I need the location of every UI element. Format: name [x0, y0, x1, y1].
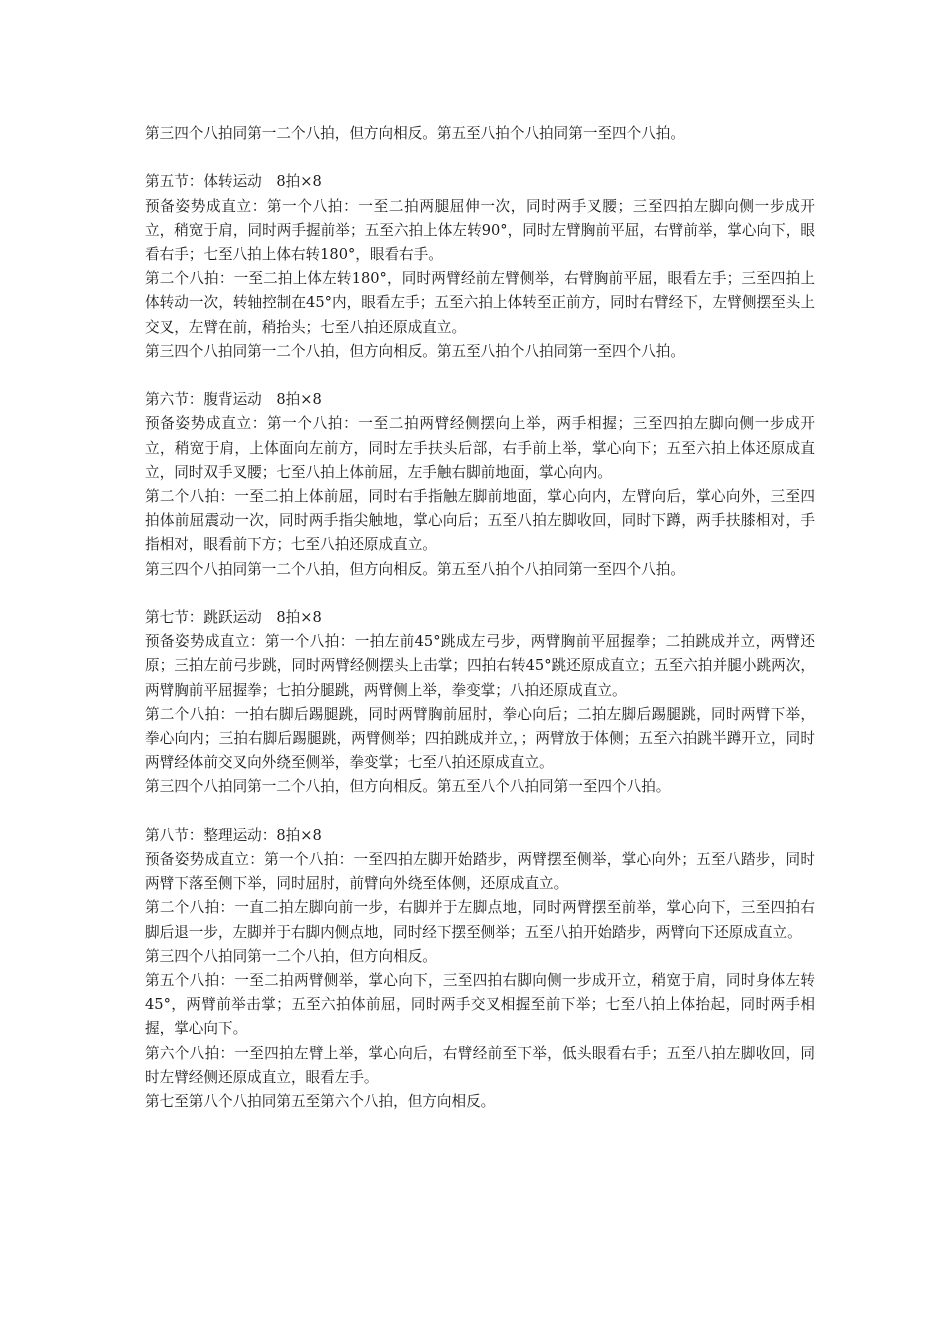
section-paragraph: 第三四个八拍同第一二个八拍，但方向相反。第五至八个八拍同第一至四个八拍。	[145, 778, 671, 796]
section-paragraph: 第二个八拍：一至二拍上体前屈，同时右手指触左脚前地面，掌心向内，左臂向后，掌心向外，三至四拍体前屈震动一次，同时两手指尖触地，掌心向后；五至八拍左脚收回，同时下蹲，两手扶膝相对，手指相对，眼看前下方；七至八拍还原成直立。	[145, 488, 815, 554]
section-6	[145, 388, 815, 582]
section-paragraph: 第二个八拍：一直二拍左脚向前一步，右脚并于左脚点地，同时两臂摆至前举，掌心向下，三至四拍右脚后退一步，左脚并于右脚内侧点地，同时经下摆至侧举；五至八拍开始踏步，两臂向下还原成直立。	[145, 899, 815, 941]
section-paragraph: 第三四个八拍同第一二个八拍，但方向相反。第五至八拍个八拍同第一至四个八拍。	[145, 560, 685, 578]
section-paragraph: 预备姿势成直立：第一个八拍：一至二拍两臂经侧摆向上举，两手相握；三至四拍左脚向侧一步成开立，稍宽于肩，上体面向左前方，同时左手扶头后部，右手前上举，掌心向下；五至六拍上体还原成直立，同时双手叉腰；七至八拍上体前屈，左手触右脚前地面，掌心向内。	[145, 415, 815, 481]
section-paragraph: 第五个八拍：一至二拍两臂侧举，掌心向下，三至四拍右脚向侧一步成开立，稍宽于肩，同时身体左转45°，两臂前举击掌；五至六拍体前屈，同时两手交叉相握至前下举；七至八拍上体抬起，同时两手相握，掌心向下。	[145, 972, 815, 1038]
section-heading: 第八节：整理运动：8拍×8	[145, 826, 322, 844]
section-paragraph: 预备姿势成直立：第一个八拍：一至二拍两腿屈伸一次，同时两手叉腰；三至四拍左脚向侧一步成开立，稍宽于肩，同时两手握前举；五至六拍上体左转90°，同时左臂胸前平屈，右臂前举，掌心向下，眼看右手；七至八拍上体右转180°，眼看右手。	[145, 197, 815, 263]
section-paragraph: 第二个八拍：一拍右脚后踢腿跳，同时两臂胸前屈肘，拳心向后；二拍左脚后踢腿跳，同时两臂下举，拳心向内；三拍右脚后踢腿跳，两臂侧举；四拍跳成并立，；两臂放于体侧；五至六拍跳半蹲开立，同时两臂经体前交叉向外绕至侧举，拳变掌；七至八拍还原成直立。	[145, 705, 815, 772]
section-heading: 第七节：跳跃运动 8拍×8	[145, 609, 322, 627]
section-5	[145, 170, 815, 364]
section-gap	[145, 800, 815, 824]
section-heading: 第六节：腹背运动 8拍×8	[145, 391, 322, 409]
section-paragraph: 第七至第八个八拍同第五至第六个八拍，但方向相反。	[145, 1093, 496, 1111]
section-paragraph: 第二个八拍：一至二拍上体左转180°，同时两臂经前左臂侧举，右臂胸前平屈，眼看左手；三至四拍上体转动一次，转轴控制在45°内，眼看左手；五至六拍上体转至正前方，同时右臂经下，左臂侧摆至头上交叉，左臂在前，稍抬头；七至八拍还原成直立。	[145, 270, 815, 336]
section-gap	[145, 582, 815, 606]
section-paragraph: 第六个八拍：一至四拍左臂上举，掌心向后，右臂经前至下举，低头眼看右手；五至八拍左脚收回，同时左臂经侧还原成直立，眼看左手。	[145, 1044, 815, 1086]
intro-paragraph: 第三四个八拍同第一二个八拍，但方向相反。第五至八拍个八拍同第一至四个八拍。	[145, 125, 685, 142]
section-paragraph: 预备姿势成直立：第一个八拍：一至四拍左脚开始踏步，两臂摆至侧举，掌心向外；五至八踏步，同时两臂下落至侧下举，同时屈肘，前臂向外绕至体侧，还原成直立。	[145, 851, 815, 893]
section-paragraph: 第三四个八拍同第一二个八拍，但方向相反。第五至八拍个八拍同第一至四个八拍。	[145, 342, 685, 360]
document-body	[145, 122, 815, 1114]
section-gap	[145, 146, 815, 170]
section-heading: 第五节：体转运动 8拍×8	[145, 173, 322, 191]
section-7	[145, 606, 815, 800]
section-gap	[145, 364, 815, 388]
section-paragraph: 预备姿势成直立：第一个八拍：一拍左前45°跳成左弓步，两臂胸前平屈握拳；二拍跳成并立，两臂还原；三拍左前弓步跳，同时两臂经侧摆头上击掌；四拍右转45°跳还原成直立；五至六拍并腿小跳两次，两臂胸前平屈握拳；七拍分腿跳，两臂侧上举，拳变掌；八拍还原成直立。	[145, 633, 815, 699]
section-8	[145, 824, 815, 1114]
section-paragraph: 第三四个八拍同第一二个八拍，但方向相反。	[145, 947, 437, 965]
